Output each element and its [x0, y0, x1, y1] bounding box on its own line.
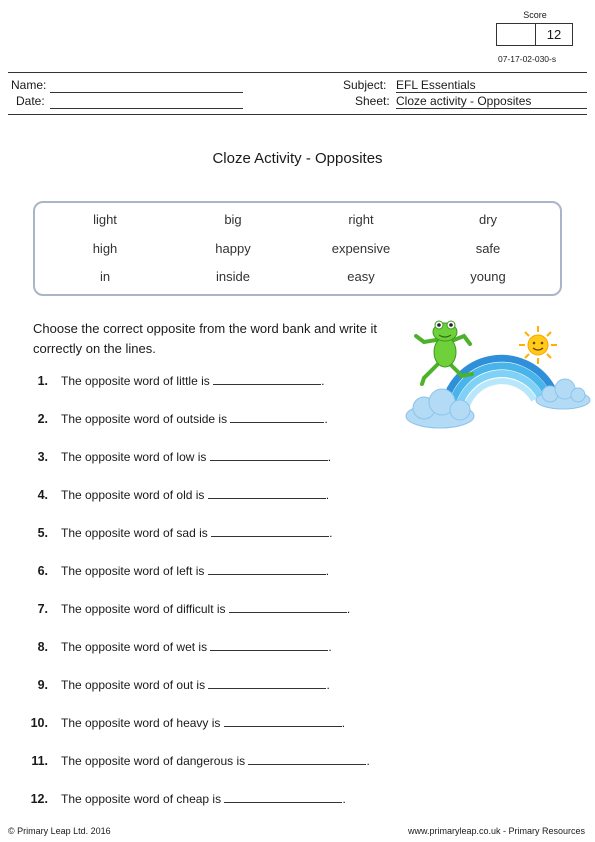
instructions: Choose the correct opposite from the word bank and write it correctly on the lines. — [33, 321, 377, 356]
question-number: 9. — [37, 678, 48, 692]
question-text: The opposite word of dangerous is — [61, 754, 246, 768]
sheet-value: Cloze activity - Opposites — [396, 94, 587, 109]
question-text: The opposite word of sad is — [61, 526, 208, 540]
footer-copyright: © Primary Leap Ltd. 2016 — [8, 826, 111, 836]
question-number: 6. — [37, 564, 48, 578]
question-number: 2. — [37, 412, 48, 426]
word-bank-word: inside — [216, 269, 250, 284]
question-text: The opposite word of low is — [61, 450, 207, 464]
question-number: 12. — [30, 792, 48, 806]
question-text: The opposite word of cheap is — [61, 792, 222, 806]
answer-line[interactable] — [213, 374, 321, 385]
question-number: 7. — [37, 602, 48, 616]
question-text: The opposite word of left is — [61, 564, 205, 578]
question-text: The opposite word of old is — [61, 488, 205, 502]
question-row: The opposite word of dangerous is . — [61, 754, 370, 768]
score-input[interactable] — [496, 23, 536, 46]
sheet-label: Sheet: — [355, 94, 390, 108]
answer-line[interactable] — [210, 640, 328, 651]
date-field[interactable] — [50, 94, 243, 109]
answer-line[interactable] — [248, 754, 366, 765]
answer-line[interactable] — [224, 716, 342, 727]
question-row: The opposite word of out is . — [61, 678, 330, 692]
word-bank-word: right — [348, 212, 374, 227]
question-text: The opposite word of wet is — [61, 640, 208, 654]
word-bank-word: in — [99, 269, 111, 284]
question-row: The opposite word of sad is . — [61, 526, 333, 540]
question-number: 3. — [37, 450, 48, 464]
subject-value: EFL Essentials — [396, 78, 587, 93]
question-row: The opposite word of cheap is . — [61, 792, 346, 806]
sun-icon — [519, 326, 557, 364]
question-number: 10. — [30, 716, 48, 730]
worksheet-code: 07-17-02-030-s — [498, 54, 557, 64]
question-row: The opposite word of old is . — [61, 488, 330, 502]
score-label: Score — [523, 10, 547, 20]
word-bank-word: dry — [478, 212, 498, 227]
frog-icon — [416, 321, 472, 384]
question-row: The opposite word of left is . — [61, 564, 330, 578]
subject-label: Subject: — [343, 78, 387, 92]
word-bank-word: big — [224, 212, 242, 227]
header-top-rule — [8, 72, 587, 73]
answer-line[interactable] — [208, 564, 326, 575]
question-text: The opposite word of difficult is — [61, 602, 226, 616]
question-text: The opposite word of outside is — [61, 412, 228, 426]
answer-line[interactable] — [229, 602, 347, 613]
question-row: The opposite word of heavy is . — [61, 716, 346, 730]
question-row: The opposite word of little is . — [61, 374, 325, 388]
question-number: 8. — [37, 640, 48, 654]
question-row: The opposite word of difficult is . — [61, 602, 351, 616]
word-bank-word: light — [93, 212, 117, 227]
page-title: Cloze Activity - Opposites — [212, 150, 383, 167]
question-number: 1. — [37, 374, 48, 388]
answer-line[interactable] — [208, 488, 326, 499]
question-number: 5. — [37, 526, 48, 540]
score-total: 12 — [535, 23, 573, 46]
answer-line[interactable] — [211, 526, 329, 537]
answer-line[interactable] — [208, 678, 326, 689]
word-bank-word: high — [92, 241, 118, 256]
question-row: The opposite word of low is . — [61, 450, 332, 464]
word-bank-word: young — [470, 269, 506, 284]
header-bottom-rule — [8, 114, 587, 115]
answer-line[interactable] — [224, 792, 342, 803]
answer-line[interactable] — [210, 450, 328, 461]
question-text: The opposite word of heavy is — [61, 716, 221, 730]
word-bank-word: safe — [475, 241, 501, 256]
word-bank-word: happy — [215, 241, 251, 256]
name-field[interactable] — [50, 78, 243, 93]
question-row: The opposite word of outside is . — [61, 412, 328, 426]
name-label: Name: — [11, 78, 47, 92]
word-bank-word: expensive — [331, 241, 391, 256]
frog-rainbow-illustration — [402, 318, 592, 438]
question-number: 11. — [31, 754, 48, 768]
footer-website[interactable]: www.primaryleap.co.uk - Primary Resources — [407, 826, 585, 836]
question-number: 4. — [37, 488, 48, 502]
word-bank-word: easy — [347, 269, 375, 284]
answer-line[interactable] — [230, 412, 324, 423]
question-row: The opposite word of wet is . — [61, 640, 332, 654]
date-label: Date: — [16, 94, 45, 108]
question-text: The opposite word of out is — [61, 678, 206, 692]
question-text: The opposite word of little is — [61, 374, 210, 388]
